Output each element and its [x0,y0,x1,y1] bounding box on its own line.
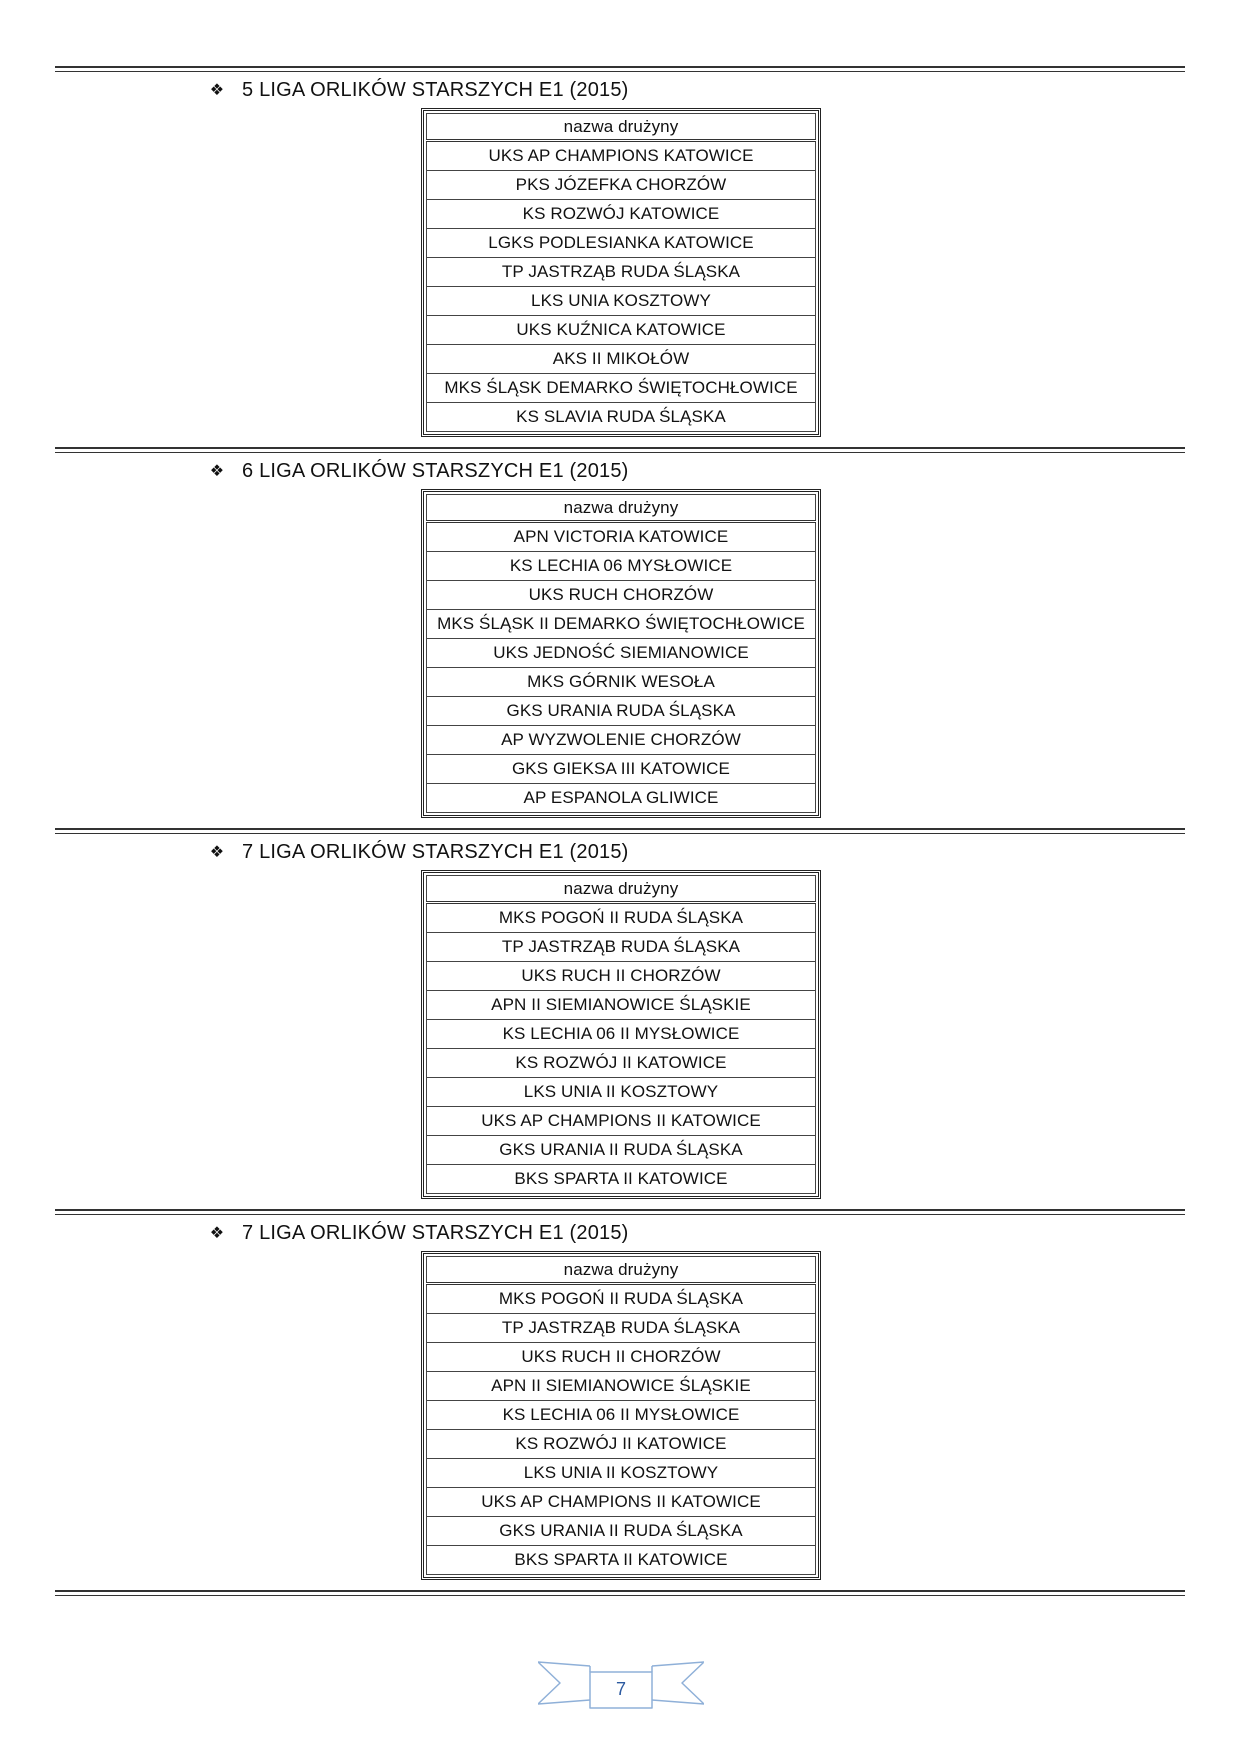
team-name: UKS RUCH CHORZÓW [427,581,816,610]
league-heading [208,840,629,864]
league-title: 6 LIGA ORLIKÓW STARSZYCH E1 (2015) [242,459,629,482]
table-row [427,1165,816,1194]
table-row [427,141,816,171]
table-row [427,403,816,432]
team-name: UKS KUŹNICA KATOWICE [427,316,816,345]
table-row [427,726,816,755]
team-name: AP WYZWOLENIE CHORZÓW [427,726,816,755]
team-name: TP JASTRZĄB RUDA ŚLĄSKA [427,1314,816,1343]
team-name: UKS JEDNOŚĆ SIEMIANOWICE [427,639,816,668]
team-name: UKS AP CHAMPIONS KATOWICE [427,141,816,171]
team-name: LKS UNIA II KOSZTOWY [427,1459,816,1488]
team-name: KS LECHIA 06 II MYSŁOWICE [427,1401,816,1430]
table-row [427,1020,816,1049]
section-divider [55,66,1185,72]
team-name: TP JASTRZĄB RUDA ŚLĄSKA [427,933,816,962]
table-header: nazwa drużyny [427,876,816,903]
team-name: GKS URANIA RUDA ŚLĄSKA [427,697,816,726]
table-row [427,610,816,639]
section-divider [55,828,1185,834]
table-row [427,755,816,784]
section-divider [55,1590,1185,1596]
table-row [427,1284,816,1314]
table-row [427,903,816,933]
team-name: KS ROZWÓJ KATOWICE [427,200,816,229]
team-list [427,141,816,432]
section-divider [55,447,1185,453]
team-table [421,870,821,1199]
table-row [427,345,816,374]
team-name: KS ROZWÓJ II KATOWICE [427,1430,816,1459]
table-row [427,1488,816,1517]
table-row [427,1078,816,1107]
table-row [427,697,816,726]
diamond-bullet-icon: ❖ [209,82,225,99]
table-row [427,962,816,991]
league-title: 5 LIGA ORLIKÓW STARSZYCH E1 (2015) [242,78,629,101]
team-name: GKS URANIA II RUDA ŚLĄSKA [427,1517,816,1546]
team-table [421,108,821,437]
league-heading [208,1221,629,1245]
table-row [427,1372,816,1401]
team-name: APN II SIEMIANOWICE ŚLĄSKIE [427,991,816,1020]
diamond-bullet-icon: ❖ [209,463,225,480]
table-row [427,1136,816,1165]
table-row [427,1430,816,1459]
team-table [421,1251,821,1580]
table-row [427,639,816,668]
section-divider [55,1209,1185,1215]
table-row [427,1459,816,1488]
league-title: 7 LIGA ORLIKÓW STARSZYCH E1 (2015) [242,840,629,863]
table-row [427,229,816,258]
team-name: PKS JÓZEFKA CHORZÓW [427,171,816,200]
team-name: MKS POGOŃ II RUDA ŚLĄSKA [427,903,816,933]
table-row [427,1401,816,1430]
team-name: UKS AP CHAMPIONS II KATOWICE [427,1107,816,1136]
table-row [427,1314,816,1343]
table-row [427,287,816,316]
diamond-bullet-icon: ❖ [209,844,225,861]
team-name: KS ROZWÓJ II KATOWICE [427,1049,816,1078]
team-name: APN II SIEMIANOWICE ŚLĄSKIE [427,1372,816,1401]
team-list [427,522,816,813]
team-name: KS LECHIA 06 MYSŁOWICE [427,552,816,581]
table-row [427,1343,816,1372]
team-list [427,1284,816,1575]
table-header: nazwa drużyny [427,114,816,141]
table-row [427,1517,816,1546]
team-name: GKS GIEKSA III KATOWICE [427,755,816,784]
table-row [427,522,816,552]
table-row [427,991,816,1020]
team-name: LGKS PODLESIANKA KATOWICE [427,229,816,258]
team-list [427,903,816,1194]
team-name: UKS RUCH II CHORZÓW [427,962,816,991]
team-name: MKS ŚLĄSK II DEMARKO ŚWIĘTOCHŁOWICE [427,610,816,639]
table-row [427,1546,816,1575]
table-row [427,316,816,345]
team-table [421,489,821,818]
team-name: KS SLAVIA RUDA ŚLĄSKA [427,403,816,432]
team-name: BKS SPARTA II KATOWICE [427,1546,816,1575]
table-row [427,200,816,229]
team-name: LKS UNIA II KOSZTOWY [427,1078,816,1107]
team-name: APN VICTORIA KATOWICE [427,522,816,552]
league-heading [208,459,629,483]
diamond-bullet-icon: ❖ [209,1225,225,1242]
table-row [427,258,816,287]
team-name: TP JASTRZĄB RUDA ŚLĄSKA [427,258,816,287]
table-row [427,784,816,813]
team-name: UKS RUCH II CHORZÓW [427,1343,816,1372]
team-name: LKS UNIA KOSZTOWY [427,287,816,316]
table-row [427,1107,816,1136]
team-name: AP ESPANOLA GLIWICE [427,784,816,813]
team-name: KS LECHIA 06 II MYSŁOWICE [427,1020,816,1049]
table-row [427,1049,816,1078]
league-title: 7 LIGA ORLIKÓW STARSZYCH E1 (2015) [242,1221,629,1244]
table-header: nazwa drużyny [427,1257,816,1284]
league-heading [208,78,629,102]
table-row [427,171,816,200]
team-name: MKS ŚLĄSK DEMARKO ŚWIĘTOCHŁOWICE [427,374,816,403]
team-name: UKS AP CHAMPIONS II KATOWICE [427,1488,816,1517]
team-name: AKS II MIKOŁÓW [427,345,816,374]
team-name: MKS POGOŃ II RUDA ŚLĄSKA [427,1284,816,1314]
table-row [427,933,816,962]
page-number: 7 [615,1679,626,1699]
team-name: BKS SPARTA II KATOWICE [427,1165,816,1194]
table-row [427,552,816,581]
table-row [427,581,816,610]
table-row [427,668,816,697]
team-name: GKS URANIA II RUDA ŚLĄSKA [427,1136,816,1165]
table-row [427,374,816,403]
team-name: MKS GÓRNIK WESOŁA [427,668,816,697]
table-header: nazwa drużyny [427,495,816,522]
